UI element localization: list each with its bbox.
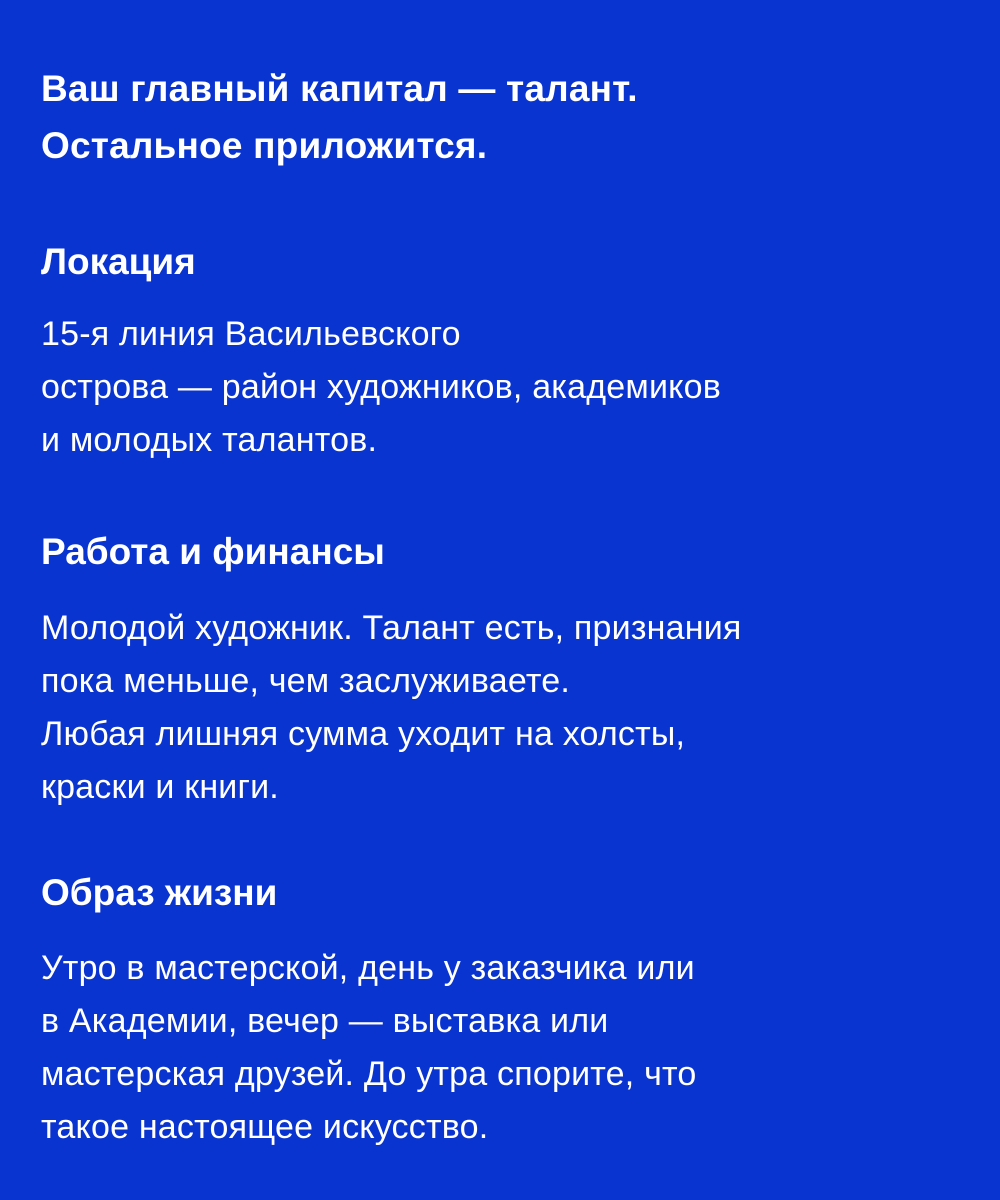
body-line: краски и книги. — [41, 768, 279, 806]
body-line: пока меньше, чем заслуживаете. — [41, 662, 570, 700]
body-line: в Академии, вечер — выставка или — [41, 1002, 609, 1040]
section-title-work-finance: Работа и финансы — [41, 531, 385, 572]
body-line: Утро в мастерской, день у заказчика или — [41, 949, 695, 987]
section-title-lifestyle: Образ жизни — [41, 872, 278, 913]
section-body-location — [41, 308, 721, 467]
body-line: такое настоящее искусство. — [41, 1108, 489, 1146]
headline — [41, 60, 638, 174]
section-body-work-finance — [41, 602, 742, 814]
body-line: Молодой художник. Талант есть, признания — [41, 609, 742, 647]
body-line: 15-я линия Васильевского — [41, 315, 461, 353]
body-line: мастерская друзей. До утра спорите, что — [41, 1055, 697, 1093]
body-line: Любая лишняя сумма уходит на холсты, — [41, 715, 686, 753]
body-line: и молодых талантов. — [41, 421, 378, 459]
headline-line: Остальное приложится. — [41, 125, 488, 166]
body-line: острова — район художников, академиков — [41, 368, 721, 406]
section-body-lifestyle — [41, 942, 696, 1154]
headline-line: Ваш главный капитал — талант. — [41, 68, 638, 109]
section-title-location: Локация — [41, 241, 196, 282]
